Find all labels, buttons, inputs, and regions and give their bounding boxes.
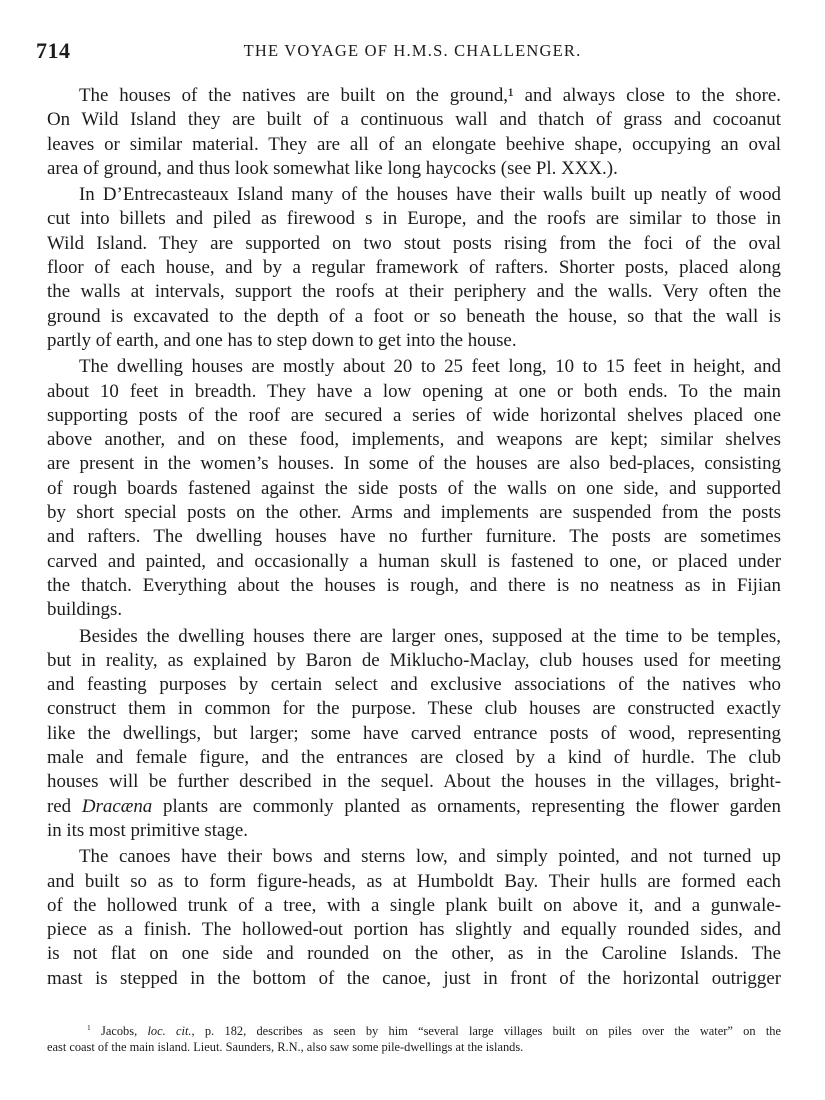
- text-line: above another, and on these food, implements, and weapons are kept; similar shelves: [47, 429, 781, 451]
- text-line: construct them in common for the purpose. These club houses are constructed exactly: [47, 698, 781, 720]
- text-line: In D’Entrecasteaux Island many of the houses have their walls built up neatly of wood: [79, 184, 781, 206]
- text-line: The dwelling houses are mostly about 20 to 25 feet long, 10 to 15 feet in height, and: [79, 356, 781, 378]
- text-line: Wild Island. They are supported on two stout posts rising from the foci of the oval: [47, 232, 781, 254]
- text-line: leaves or similar material. They are all of an elongate beehive shape, occupying an oval: [47, 133, 781, 155]
- footnote-author: Jacobs,: [101, 1024, 138, 1038]
- text-line: Besides the dwelling houses there are larger ones, supposed at the time to be temples,: [79, 625, 781, 647]
- text-line: piece as a finish. The hollowed-out portion has slightly and equally rounded sides, and: [47, 919, 781, 941]
- text-line: by short special posts on the other. Arms and implements are suspended from the posts: [47, 502, 781, 524]
- text-line: but in reality, as explained by Baron de Miklucho-Maclay, club houses used for meeting: [47, 649, 781, 671]
- text-line: cut into billets and piled as firewood s in Europe, and the roofs are similar to those in: [47, 208, 781, 230]
- text-line: is not flat on one side and rounded on the other, as in the Caroline Islands. The: [47, 943, 781, 965]
- text-fragment: red: [47, 795, 82, 817]
- page-number: 714: [36, 38, 71, 63]
- body-text: [47, 84, 781, 993]
- text-line-dracaena: [47, 795, 781, 819]
- running-head: THE VOYAGE OF H.M.S. CHALLENGER.: [243, 41, 582, 60]
- text-line: On Wild Island they are built of a continuous wall and thatch of grass and cocoanut: [47, 109, 781, 131]
- text-line: area of ground, and thus look somewhat like long haycocks (see Pl. XXX.).: [47, 157, 618, 179]
- text-line: floor of each house, and by a regular framework of rafters. Shorter posts, placed along: [47, 257, 781, 279]
- text-line: ground is excavated to the depth of a foot or so beneath the house, so that the wall is: [47, 305, 781, 327]
- text-line: of rough boards fastened against the side posts of the walls on one side, and supported: [47, 477, 781, 499]
- text-line: supporting posts of the roof are secured a series of wide horizontal shelves placed one: [47, 404, 781, 426]
- paragraph-houses-on-ground: [47, 84, 781, 181]
- text-line: and feasting purposes by certain select and exclusive associations of the natives who: [47, 674, 781, 696]
- footnote-line: east coast of the main island. Lieut. Saunders, R.N., also saw some pile-dwellings at the islands.: [47, 1040, 524, 1054]
- text-line: houses will be further described in the sequel. About the houses in the villages, bright-: [47, 771, 781, 793]
- paragraph-dentrecasteaux-houses: [47, 183, 781, 353]
- text-line: and rafters. The dwelling houses have no further furniture. The posts are sometimes: [47, 526, 781, 548]
- paragraph-dwelling-houses: [47, 355, 781, 622]
- text-line: male and female figure, and the entrances are closed by a kind of hurdle. The club: [47, 747, 781, 769]
- text-line: partly of earth, and one has to step down to get into the house.: [47, 329, 517, 351]
- text-line: of the hollowed trunk of a tree, with a single plank built on above it, and a gunwale-: [47, 894, 781, 916]
- text-line: about 10 feet in breadth. They have a low opening at one or both ends. To the main: [47, 380, 781, 402]
- text-line: are present in the women’s houses. In some of the houses are also bed-places, consisting: [47, 453, 781, 475]
- text-line: the thatch. Everything about the houses is rough, and there is no neatness as in Fijian: [47, 574, 781, 596]
- footnote: [47, 1023, 781, 1055]
- footnote-line: [47, 1023, 781, 1039]
- page-header: [36, 38, 789, 64]
- text-line: in its most primitive stage.: [47, 819, 248, 841]
- paragraph-canoes: [47, 845, 781, 991]
- plant-name: Dracæna: [81, 795, 153, 817]
- text-line: and built so as to form figure-heads, as at Humboldt Bay. Their hulls are formed each: [47, 870, 781, 892]
- text-line: like the dwellings, but larger; some have carved entrance posts of wood, representing: [47, 722, 781, 744]
- text-line: mast is stepped in the bottom of the canoe, just in front of the horizontal outrigger: [47, 967, 781, 989]
- text-line: The canoes have their bows and sterns low, and simply pointed, and not turned up: [79, 846, 781, 868]
- paragraph-club-houses: [47, 625, 781, 844]
- text-line: The houses of the natives are built on the ground,¹ and always close to the shore.: [79, 85, 781, 106]
- text-fragment: plants are commonly planted as ornaments, representing the flower garden: [152, 795, 782, 817]
- text-line: the walls at intervals, support the roofs at their periphery and the walls. Very often the: [47, 281, 781, 303]
- footnote-reference: loc. cit.,: [147, 1024, 195, 1038]
- footnote-text: p. 182, describes as seen by him “several large villages built on piles over the water” on the: [194, 1024, 781, 1038]
- text-line: carved and painted, and occasionally a human skull is fastened to one, or placed under: [47, 550, 781, 572]
- text-line: buildings.: [47, 599, 123, 621]
- footnote-marker: 1: [87, 1022, 91, 1032]
